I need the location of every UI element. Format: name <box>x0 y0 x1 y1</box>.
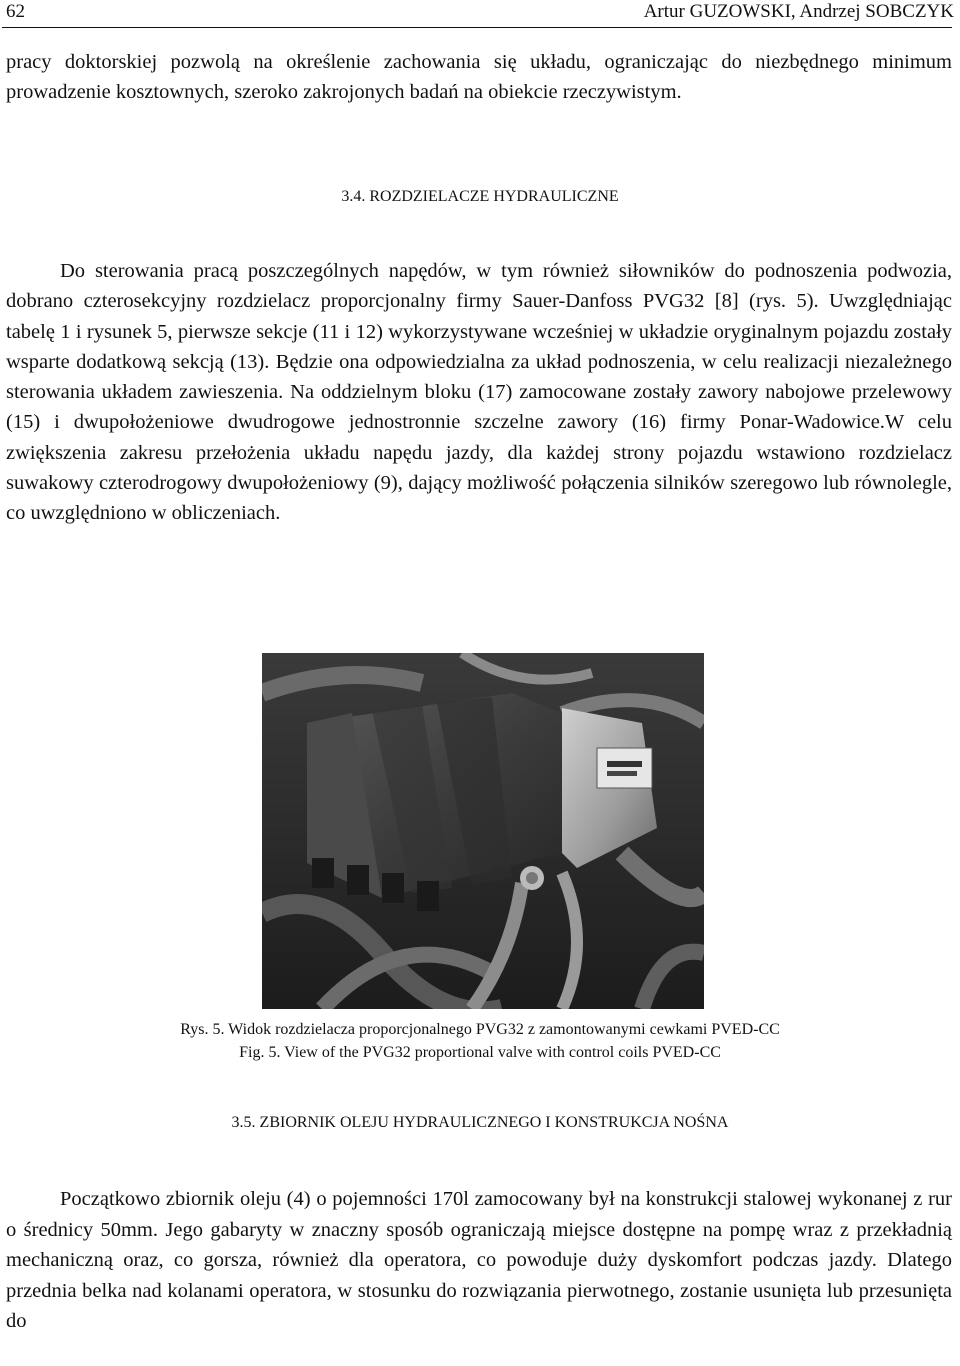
page-number: 62 <box>6 1 25 22</box>
paragraph-tank: Początkowo zbiornik oleju (4) o pojemności 170l zamocowany był na konstrukcji stalowej wykonanej z rur o średnicy 50mm. Jego gabaryty w znaczny sposób ograniczają miejsce dostępne na pompę wraz z przekładnią mechaniczną oraz, co gorsza, również dla operatora, co powoduje duży dyskomfort podczas jazdy. Dlatego przednia belka nad kolanami operatora, w stosunku do rozwiązania pierwotnego, zostanie usunięta lub przesunięta do <box>6 1188 952 1333</box>
paragraph-intro: pracy doktorskiej pozwolą na określenie zachowania się układu, ograniczając do niezbędnego minimum prowadzenie kosztownych, szeroko zakrojonych badań na obiekcie rzeczywistym. <box>6 51 952 104</box>
figure-photo-pvg32-valve <box>262 653 704 1009</box>
figure-caption-polish: Rys. 5. Widok rozdzielacza proporcjonalnego PVG32 z zamontowanymi cewkami PVED-CC <box>180 1021 780 1038</box>
section-heading-3-4: 3.4. ROZDZIELACZE HYDRAULICZNE <box>341 188 619 205</box>
header-rule <box>2 27 952 28</box>
section-heading-3-5: 3.5. ZBIORNIK OLEJU HYDRAULICZNEGO I KONSTRUKCJA NOŚNA <box>231 1114 729 1131</box>
paragraph-valves: Do sterowania pracą poszczególnych napędów, w tym również siłowników do podnoszenia podwozia, dobrano czterosekcyjny rozdzielacz proporcjonalny firmy Sauer-Danfoss PVG32 [8] (rys. 5). Uwzględniając tabelę 1 i rysunek 5, pierwsze sekcje (11 i 12) wykorzystywane wcześniej w układzie oryginalnym pojazdu zostały wsparte dodatkową sekcją (13). Będzie ona odpowiedzialna za układ podnoszenia, w celu realizacji niezależnego sterowania układem zawieszenia. Na oddzielnym bloku (17) zamocowane zostały zawory nabojowe przelewowy (15) i dwupołożeniowe dwudrogowe jednostronnie szczelne zawory (16) firmy Ponar-Wadowice.W celu zwiększenia zakresu przełożenia układu napędu jazdy, dla każdej strony pojazdu wstawiono rozdzielacz suwakowy czterodrogowy dwupołożeniowy (9), dający możliwość połączenia silników szeregowo lub równolegle, co uwzględniono w obliczeniach. <box>6 260 952 525</box>
figure-caption-english: Fig. 5. View of the PVG32 proportional valve with control coils PVED-CC <box>239 1044 721 1061</box>
running-header-authors: Artur GUZOWSKI, Andrzej SOBCZYK <box>643 1 954 22</box>
